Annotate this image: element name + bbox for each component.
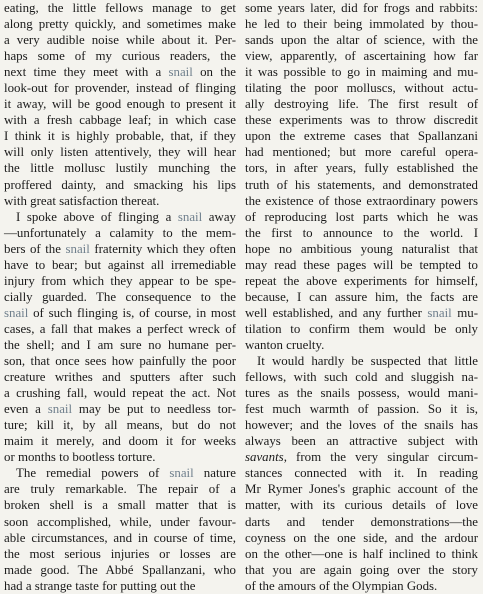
text-line: upon the extreme cases that Spallanzani bbox=[245, 129, 478, 144]
paragraph bbox=[4, 0, 236, 209]
highlighted-word: snail bbox=[427, 305, 452, 320]
text-line: soon accomplished, while, under favour- bbox=[4, 514, 236, 529]
text-line: of reproducing lost parts which he was bbox=[245, 209, 478, 224]
text-line: darts and tender demonstrations—the bbox=[245, 514, 478, 529]
text-line: cases, a fall that makes a perfect wreck of bbox=[4, 321, 236, 336]
text-line: had a strange taste for putting out the bbox=[4, 578, 196, 593]
text-line: made good. The Abbé Spallanzani, who bbox=[4, 562, 236, 577]
highlighted-word: snail bbox=[4, 305, 29, 320]
text-line: bers of the snail fraternity which they often bbox=[4, 241, 236, 256]
text-line: because, I can assure him, the facts are bbox=[245, 289, 478, 304]
text-line: it was possible to go in maiming and mu- bbox=[245, 65, 478, 80]
text-line: sands upon the altar of science, with the bbox=[245, 33, 478, 48]
text-line: maim it merely, and doom it for weeks bbox=[4, 434, 236, 449]
text-line: son, that once sees how painfully the poor bbox=[4, 354, 236, 369]
text-line: coyness on the one side, and the ardour bbox=[245, 530, 478, 545]
text-line: haps some of my curious readers, the bbox=[4, 49, 236, 64]
text-line: of the amours of the Olympian Gods. bbox=[245, 578, 438, 593]
text-line: tors, in after years, fully established the bbox=[245, 161, 478, 176]
paragraph bbox=[245, 0, 478, 353]
text-line: ture; kill it, by all means, but do not bbox=[4, 418, 236, 433]
text-line: however; and the loves of the snails has bbox=[245, 418, 478, 433]
text-line: view, apparently, of ascertaining how far bbox=[245, 49, 478, 64]
text-line: or months to bootless torture. bbox=[4, 450, 156, 465]
text-line: snail of such flinging is, of course, in most bbox=[4, 305, 236, 320]
text-line: with a fresh cabbage leaf; in which case bbox=[4, 113, 236, 128]
text-line: able circumstances, and in course of time, bbox=[4, 530, 236, 545]
text-line: tures as the snails possess, would mani- bbox=[245, 386, 478, 401]
text-line: he led to their being immolated by thou- bbox=[245, 17, 478, 32]
text-line: fellows, with such cold and sluggish na- bbox=[245, 370, 478, 385]
text-line: injury from which they appear to be spe- bbox=[4, 273, 236, 288]
text-line: tilating the poor molluscs, without actu- bbox=[245, 81, 478, 96]
text-line: that you are again going over the story bbox=[245, 562, 478, 577]
text-line: the most serious injuries or losses are bbox=[4, 546, 236, 561]
text-line: are truly remarkable. The repair of a bbox=[4, 482, 236, 497]
text-line: truth of his statements, and demonstrated bbox=[245, 177, 478, 192]
text-line: eating, the little fellows manage to get bbox=[4, 1, 236, 15]
text-line: the little mollusc lustily munching the bbox=[4, 161, 236, 176]
text-line: have to bear; but against all irremediable bbox=[4, 257, 236, 272]
highlighted-word: snail bbox=[65, 241, 90, 256]
text-line: on the other—one is half inclined to think bbox=[245, 546, 478, 561]
text-line: savants, from the very singular circum- bbox=[245, 450, 478, 465]
text-line: creature writhes and sputters after such bbox=[4, 370, 236, 385]
text-line: the first to announce to the world. I bbox=[245, 225, 478, 240]
text-line: I spoke above of flinging a snail away bbox=[16, 209, 237, 224]
text-line: proffered dainty, and smacking his lips bbox=[4, 177, 236, 192]
paragraph bbox=[4, 209, 236, 466]
highlighted-word: snail bbox=[177, 209, 203, 224]
paragraph bbox=[245, 353, 478, 594]
paragraph bbox=[4, 465, 236, 593]
text-line: wanton cruelty. bbox=[245, 337, 325, 352]
text-line: cially guarded. The consequence to the bbox=[4, 289, 236, 304]
text-line: hope no ambitious young naturalist that bbox=[245, 241, 478, 256]
text-line: it away, will be good enough to present it bbox=[4, 97, 236, 112]
text-line: It would hardly be suspected that little bbox=[257, 354, 478, 369]
text-line: repeat the above experiments for himself, bbox=[245, 273, 478, 288]
text-line: Mr Rymer Jones's graphic account of the bbox=[245, 482, 478, 497]
text-line: The remedial powers of snail nature bbox=[16, 466, 236, 481]
text-line: some years later, did for frogs and rabbits: bbox=[245, 1, 478, 15]
text-line: the existence of those extraordinary powers bbox=[245, 193, 478, 208]
highlighted-word: snail bbox=[47, 402, 73, 417]
text-line: well established, and any further snail mu- bbox=[245, 305, 478, 320]
text-line: a very audible noise while about it. Per- bbox=[4, 33, 236, 48]
text-line: ally destroying life. The first result of bbox=[245, 97, 478, 112]
text-line: these experiments was to throw discredit bbox=[245, 113, 478, 128]
text-line: along pretty quickly, and sometimes make bbox=[4, 17, 236, 32]
text-line: a crushing fall, would repeat the act. Not bbox=[4, 386, 236, 401]
text-line: look-out for provender, instead of flinging bbox=[4, 81, 236, 96]
text-line: stances connected with it. In reading bbox=[245, 466, 478, 481]
text-line: even a snail may be put to needless tor- bbox=[4, 402, 236, 417]
text-line: will only listen attentively, they will hear bbox=[4, 145, 236, 160]
text-line: —unfortunately a calamity to the mem- bbox=[4, 225, 236, 240]
text-line: had mentioned; but more careful opera- bbox=[245, 145, 478, 160]
text-line: always been an attractive subject with bbox=[245, 434, 478, 449]
text-line: with great satisfaction thereat. bbox=[4, 193, 160, 208]
text-line: the shell; and I am sure no humane per- bbox=[4, 337, 236, 352]
italic-word: savants bbox=[245, 450, 284, 465]
text-line: I think it is highly probable, that, if they bbox=[4, 129, 236, 144]
text-line: tilation to confirm them would be only bbox=[245, 321, 478, 336]
text-line: broken shell is a small matter that is bbox=[4, 498, 236, 513]
highlighted-word: snail bbox=[169, 466, 194, 481]
highlighted-word: snail bbox=[168, 65, 193, 80]
text-line: fest much warmth of passion. So it is, bbox=[245, 402, 478, 417]
text-line: matter, with its curious details of love bbox=[245, 498, 478, 513]
text-line: next time they meet with a snail on the bbox=[4, 65, 236, 80]
text-line: may read these pages will be tempted to bbox=[245, 257, 478, 272]
